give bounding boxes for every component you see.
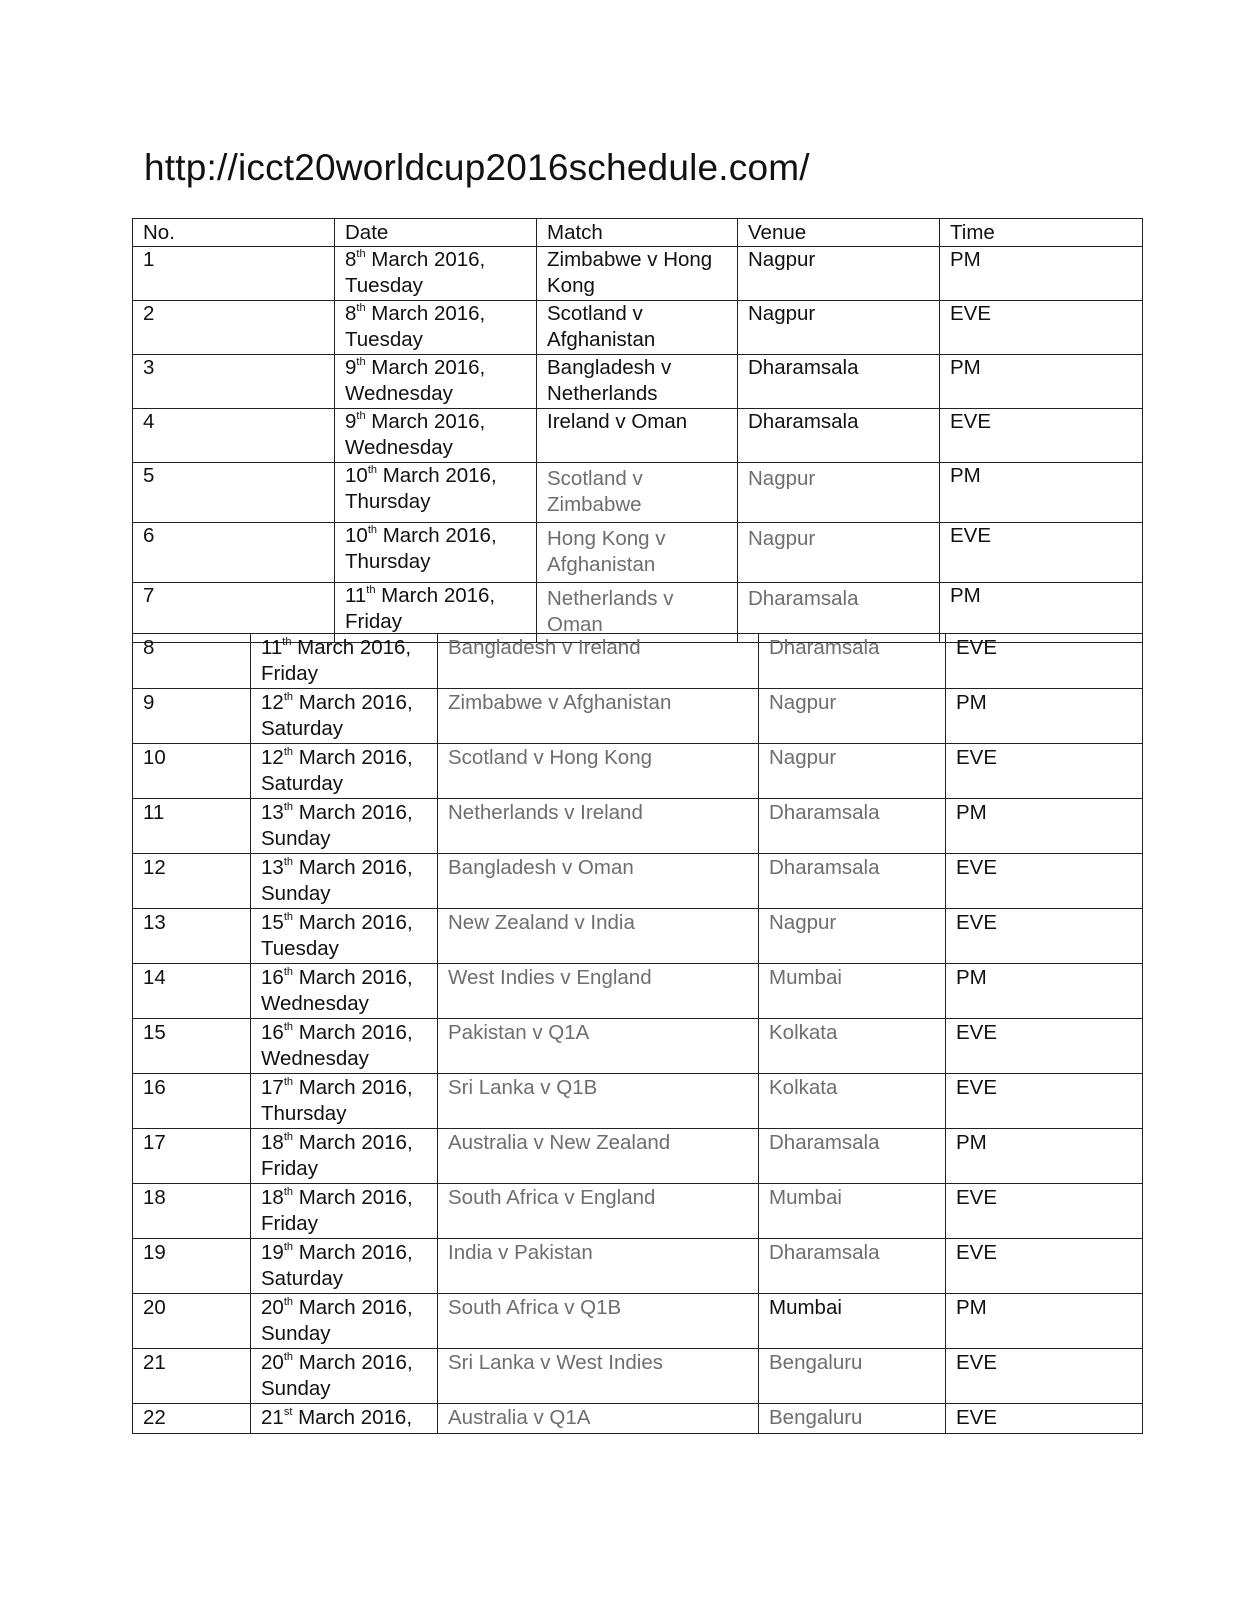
time-cell: PM (946, 964, 1143, 1019)
date-ordinal-suffix: th (283, 1241, 293, 1254)
date-day: 13 (261, 801, 284, 824)
date-weekday: Tuesday (261, 937, 339, 960)
table-row (133, 1404, 1143, 1434)
date-ordinal-suffix: th (367, 464, 377, 477)
date-day: 8 (345, 248, 357, 271)
date-ordinal-suffix: th (356, 356, 366, 369)
date-ordinal-suffix: st (283, 1406, 293, 1419)
venue-cell: Mumbai (759, 1294, 946, 1349)
match-number-cell: 7 (133, 583, 335, 643)
time-cell: PM (946, 1294, 1143, 1349)
table-row (133, 634, 1143, 689)
date-day: 16 (261, 1021, 284, 1044)
date-month-year: March 2016, (365, 410, 486, 433)
date-day: 10 (345, 524, 368, 547)
date-month-year: March 2016, (291, 636, 412, 659)
date-cell (251, 1294, 438, 1349)
date-day: 16 (261, 966, 284, 989)
date-weekday: Thursday (261, 1102, 347, 1125)
table-row (133, 1294, 1143, 1349)
date-month-year: March 2016, (293, 1131, 413, 1154)
date-day: 21 (261, 1406, 284, 1429)
match-number-cell: 9 (133, 689, 251, 744)
date-weekday: Friday (261, 1157, 318, 1180)
no-header: No. (133, 219, 335, 247)
venue-cell: Nagpur (738, 463, 940, 523)
date-ordinal-suffix: th (283, 856, 293, 869)
venue-cell: Nagpur (759, 744, 946, 799)
date-cell (251, 1019, 438, 1074)
match-number-cell: 15 (133, 1019, 251, 1074)
date-day: 9 (345, 356, 357, 379)
table-row (133, 1074, 1143, 1129)
match-cell: Hong Kong v Afghanistan (537, 523, 738, 583)
date-ordinal-suffix: th (367, 524, 377, 537)
date-cell (335, 247, 537, 301)
match-cell: New Zealand v India (438, 909, 759, 964)
date-weekday: Tuesday (345, 274, 423, 297)
table-row (133, 355, 1143, 409)
match-cell: Ireland v Oman (537, 409, 738, 463)
date-weekday: Wednesday (345, 382, 453, 405)
date-ordinal-suffix: th (283, 966, 293, 979)
date-month-year: March 2016, (293, 746, 413, 769)
time-cell: PM (940, 247, 1143, 301)
venue-cell: Nagpur (759, 689, 946, 744)
date-day: 12 (261, 691, 284, 714)
match-cell: Zimbabwe v Afghanistan (438, 689, 759, 744)
match-cell: Bangladesh v Ireland (438, 634, 759, 689)
table-row (133, 964, 1143, 1019)
venue-cell: Kolkata (759, 1074, 946, 1129)
date-weekday: Tuesday (345, 328, 423, 351)
date-cell (335, 463, 537, 523)
date-day: 19 (261, 1241, 284, 1264)
date-cell (251, 799, 438, 854)
venue-cell: Dharamsala (759, 1239, 946, 1294)
date-cell (335, 301, 537, 355)
match-number-cell: 1 (133, 247, 335, 301)
match-number-cell: 16 (133, 1074, 251, 1129)
date-ordinal-suffix: th (283, 801, 293, 814)
match-number-cell: 6 (133, 523, 335, 583)
date-cell (251, 1129, 438, 1184)
date-month-year: March 2016, (292, 1406, 413, 1429)
date-cell (251, 1404, 438, 1434)
date-cell (335, 409, 537, 463)
table-row (133, 1349, 1143, 1404)
date-weekday: Saturday (261, 717, 344, 740)
venue-cell: Bengaluru (759, 1349, 946, 1404)
date-ordinal-suffix: th (283, 1076, 293, 1089)
date-month-year: March 2016, (293, 1076, 413, 1099)
date-ordinal-suffix: th (356, 248, 366, 261)
table-row (133, 247, 1143, 301)
date-weekday: Thursday (345, 550, 431, 573)
date-ordinal-suffix: th (283, 1186, 293, 1199)
table-row (133, 409, 1143, 463)
venue-cell: Nagpur (759, 909, 946, 964)
date-month-year: March 2016, (293, 1241, 413, 1264)
date-weekday: Sunday (261, 827, 331, 850)
date-month-year: March 2016, (365, 356, 486, 379)
match-number-cell: 18 (133, 1184, 251, 1239)
date-month-year: March 2016, (293, 691, 413, 714)
match-header: Match (537, 219, 738, 247)
date-month-year: March 2016, (377, 464, 497, 487)
table-row (133, 463, 1143, 523)
table-row (133, 301, 1143, 355)
page-title: http://icct20worldcup2016schedule.com/ (144, 147, 810, 188)
match-number-cell: 2 (133, 301, 335, 355)
match-number-cell: 22 (133, 1404, 251, 1434)
date-ordinal-suffix: th (366, 584, 376, 597)
date-cell (251, 744, 438, 799)
date-month-year: March 2016, (293, 911, 413, 934)
table-row (133, 854, 1143, 909)
date-month-year: March 2016, (293, 966, 413, 989)
match-number-cell: 13 (133, 909, 251, 964)
match-number-cell: 5 (133, 463, 335, 523)
table-row (133, 744, 1143, 799)
date-cell (335, 523, 537, 583)
time-cell: EVE (946, 1074, 1143, 1129)
date-ordinal-suffix: th (283, 1296, 293, 1309)
date-day: 15 (261, 911, 284, 934)
match-cell: South Africa v Q1B (438, 1294, 759, 1349)
match-number-cell: 11 (133, 799, 251, 854)
match-number-cell: 4 (133, 409, 335, 463)
date-cell (251, 964, 438, 1019)
time-cell: EVE (940, 409, 1143, 463)
match-number-cell: 21 (133, 1349, 251, 1404)
venue-cell: Kolkata (759, 1019, 946, 1074)
match-cell: Bangladesh v Oman (438, 854, 759, 909)
match-number-cell: 12 (133, 854, 251, 909)
time-cell: PM (940, 355, 1143, 409)
venue-cell: Dharamsala (759, 634, 946, 689)
date-day: 20 (261, 1351, 284, 1374)
match-number-cell: 14 (133, 964, 251, 1019)
schedule-table-part-1 (132, 218, 1143, 643)
date-header: Date (335, 219, 537, 247)
match-cell: Australia v New Zealand (438, 1129, 759, 1184)
date-weekday: Saturday (261, 772, 344, 795)
time-cell: EVE (946, 854, 1143, 909)
venue-cell: Bengaluru (759, 1404, 946, 1434)
venue-header: Venue (738, 219, 940, 247)
match-cell: Bangladesh v Netherlands (537, 355, 738, 409)
date-weekday: Sunday (261, 1322, 331, 1345)
date-cell (251, 909, 438, 964)
match-cell: Scotland v Zimbabwe (537, 463, 738, 523)
date-ordinal-suffix: th (283, 1351, 293, 1364)
date-ordinal-suffix: th (283, 911, 293, 924)
match-cell: Zimbabwe v Hong Kong (537, 247, 738, 301)
match-number-cell: 3 (133, 355, 335, 409)
match-cell: West Indies v England (438, 964, 759, 1019)
table-row (133, 1019, 1143, 1074)
venue-cell: Mumbai (759, 964, 946, 1019)
match-cell: Netherlands v Ireland (438, 799, 759, 854)
date-weekday: Wednesday (261, 1047, 369, 1070)
match-cell: Pakistan v Q1A (438, 1019, 759, 1074)
venue-cell: Dharamsala (738, 355, 940, 409)
date-ordinal-suffix: th (283, 1131, 293, 1144)
venue-cell: Dharamsala (759, 1129, 946, 1184)
date-day: 11 (345, 584, 367, 607)
table-row (133, 523, 1143, 583)
match-cell: Scotland v Hong Kong (438, 744, 759, 799)
date-month-year: March 2016, (377, 524, 497, 547)
match-number-cell: 8 (133, 634, 251, 689)
date-cell (251, 689, 438, 744)
date-month-year: March 2016, (375, 584, 496, 607)
time-cell: EVE (946, 1019, 1143, 1074)
date-weekday: Wednesday (345, 436, 453, 459)
date-cell (251, 1074, 438, 1129)
venue-cell: Dharamsala (738, 409, 940, 463)
date-month-year: March 2016, (365, 302, 486, 325)
date-day: 17 (261, 1076, 284, 1099)
table-row (133, 909, 1143, 964)
date-day: 8 (345, 302, 357, 325)
date-ordinal-suffix: th (356, 302, 366, 315)
time-cell: EVE (946, 634, 1143, 689)
match-cell: South Africa v England (438, 1184, 759, 1239)
date-month-year: March 2016, (293, 1021, 413, 1044)
date-day: 18 (261, 1186, 284, 1209)
date-ordinal-suffix: th (356, 410, 366, 423)
date-month-year: March 2016, (293, 856, 413, 879)
venue-cell: Mumbai (759, 1184, 946, 1239)
date-ordinal-suffix: th (283, 1021, 293, 1034)
venue-cell: Dharamsala (759, 854, 946, 909)
venue-cell: Dharamsala (759, 799, 946, 854)
time-cell: EVE (946, 1239, 1143, 1294)
venue-cell: Nagpur (738, 247, 940, 301)
time-cell: EVE (946, 744, 1143, 799)
date-weekday: Friday (261, 1212, 318, 1235)
date-weekday: Friday (261, 662, 318, 685)
match-cell: Sri Lanka v Q1B (438, 1074, 759, 1129)
time-cell: EVE (946, 1349, 1143, 1404)
date-day: 13 (261, 856, 284, 879)
time-cell: PM (946, 689, 1143, 744)
date-weekday: Sunday (261, 1377, 331, 1400)
venue-cell: Nagpur (738, 301, 940, 355)
venue-cell: Nagpur (738, 523, 940, 583)
time-cell: PM (940, 583, 1143, 643)
table-row (133, 1129, 1143, 1184)
time-cell: EVE (946, 1404, 1143, 1434)
date-ordinal-suffix: th (282, 636, 292, 649)
schedule-table-part-2 (132, 633, 1143, 1434)
match-cell: Sri Lanka v West Indies (438, 1349, 759, 1404)
match-cell: Australia v Q1A (438, 1404, 759, 1434)
date-weekday: Sunday (261, 882, 331, 905)
date-weekday: Thursday (345, 490, 431, 513)
date-month-year: March 2016, (293, 1351, 413, 1374)
date-cell (251, 634, 438, 689)
date-month-year: March 2016, (365, 248, 486, 271)
date-day: 20 (261, 1296, 284, 1319)
match-number-cell: 20 (133, 1294, 251, 1349)
table-row (133, 689, 1143, 744)
time-header: Time (940, 219, 1143, 247)
time-cell: EVE (946, 1184, 1143, 1239)
match-number-cell: 19 (133, 1239, 251, 1294)
date-day: 9 (345, 410, 357, 433)
table-row (133, 799, 1143, 854)
date-day: 10 (345, 464, 368, 487)
time-cell: EVE (946, 909, 1143, 964)
date-cell (335, 355, 537, 409)
match-cell: Scotland v Afghanistan (537, 301, 738, 355)
date-ordinal-suffix: th (283, 691, 293, 704)
date-month-year: March 2016, (293, 1296, 413, 1319)
date-day: 18 (261, 1131, 284, 1154)
date-cell (251, 1184, 438, 1239)
venue-cell: Dharamsala (738, 583, 940, 643)
date-cell (251, 854, 438, 909)
time-cell: EVE (940, 301, 1143, 355)
match-number-cell: 10 (133, 744, 251, 799)
time-cell: PM (946, 1129, 1143, 1184)
match-cell: Netherlands v Oman (537, 583, 738, 643)
date-cell (251, 1349, 438, 1404)
date-month-year: March 2016, (293, 801, 413, 824)
date-month-year: March 2016, (293, 1186, 413, 1209)
date-day: 12 (261, 746, 284, 769)
match-cell: India v Pakistan (438, 1239, 759, 1294)
date-cell (251, 1239, 438, 1294)
date-weekday: Friday (345, 610, 402, 633)
table-row (133, 1239, 1143, 1294)
date-day: 11 (261, 636, 283, 659)
time-cell: PM (940, 463, 1143, 523)
match-number-cell: 17 (133, 1129, 251, 1184)
header-row (133, 219, 1143, 247)
time-cell: EVE (940, 523, 1143, 583)
date-weekday: Saturday (261, 1267, 344, 1290)
time-cell: PM (946, 799, 1143, 854)
date-weekday: Wednesday (261, 992, 369, 1015)
table-row (133, 1184, 1143, 1239)
date-ordinal-suffix: th (283, 746, 293, 759)
